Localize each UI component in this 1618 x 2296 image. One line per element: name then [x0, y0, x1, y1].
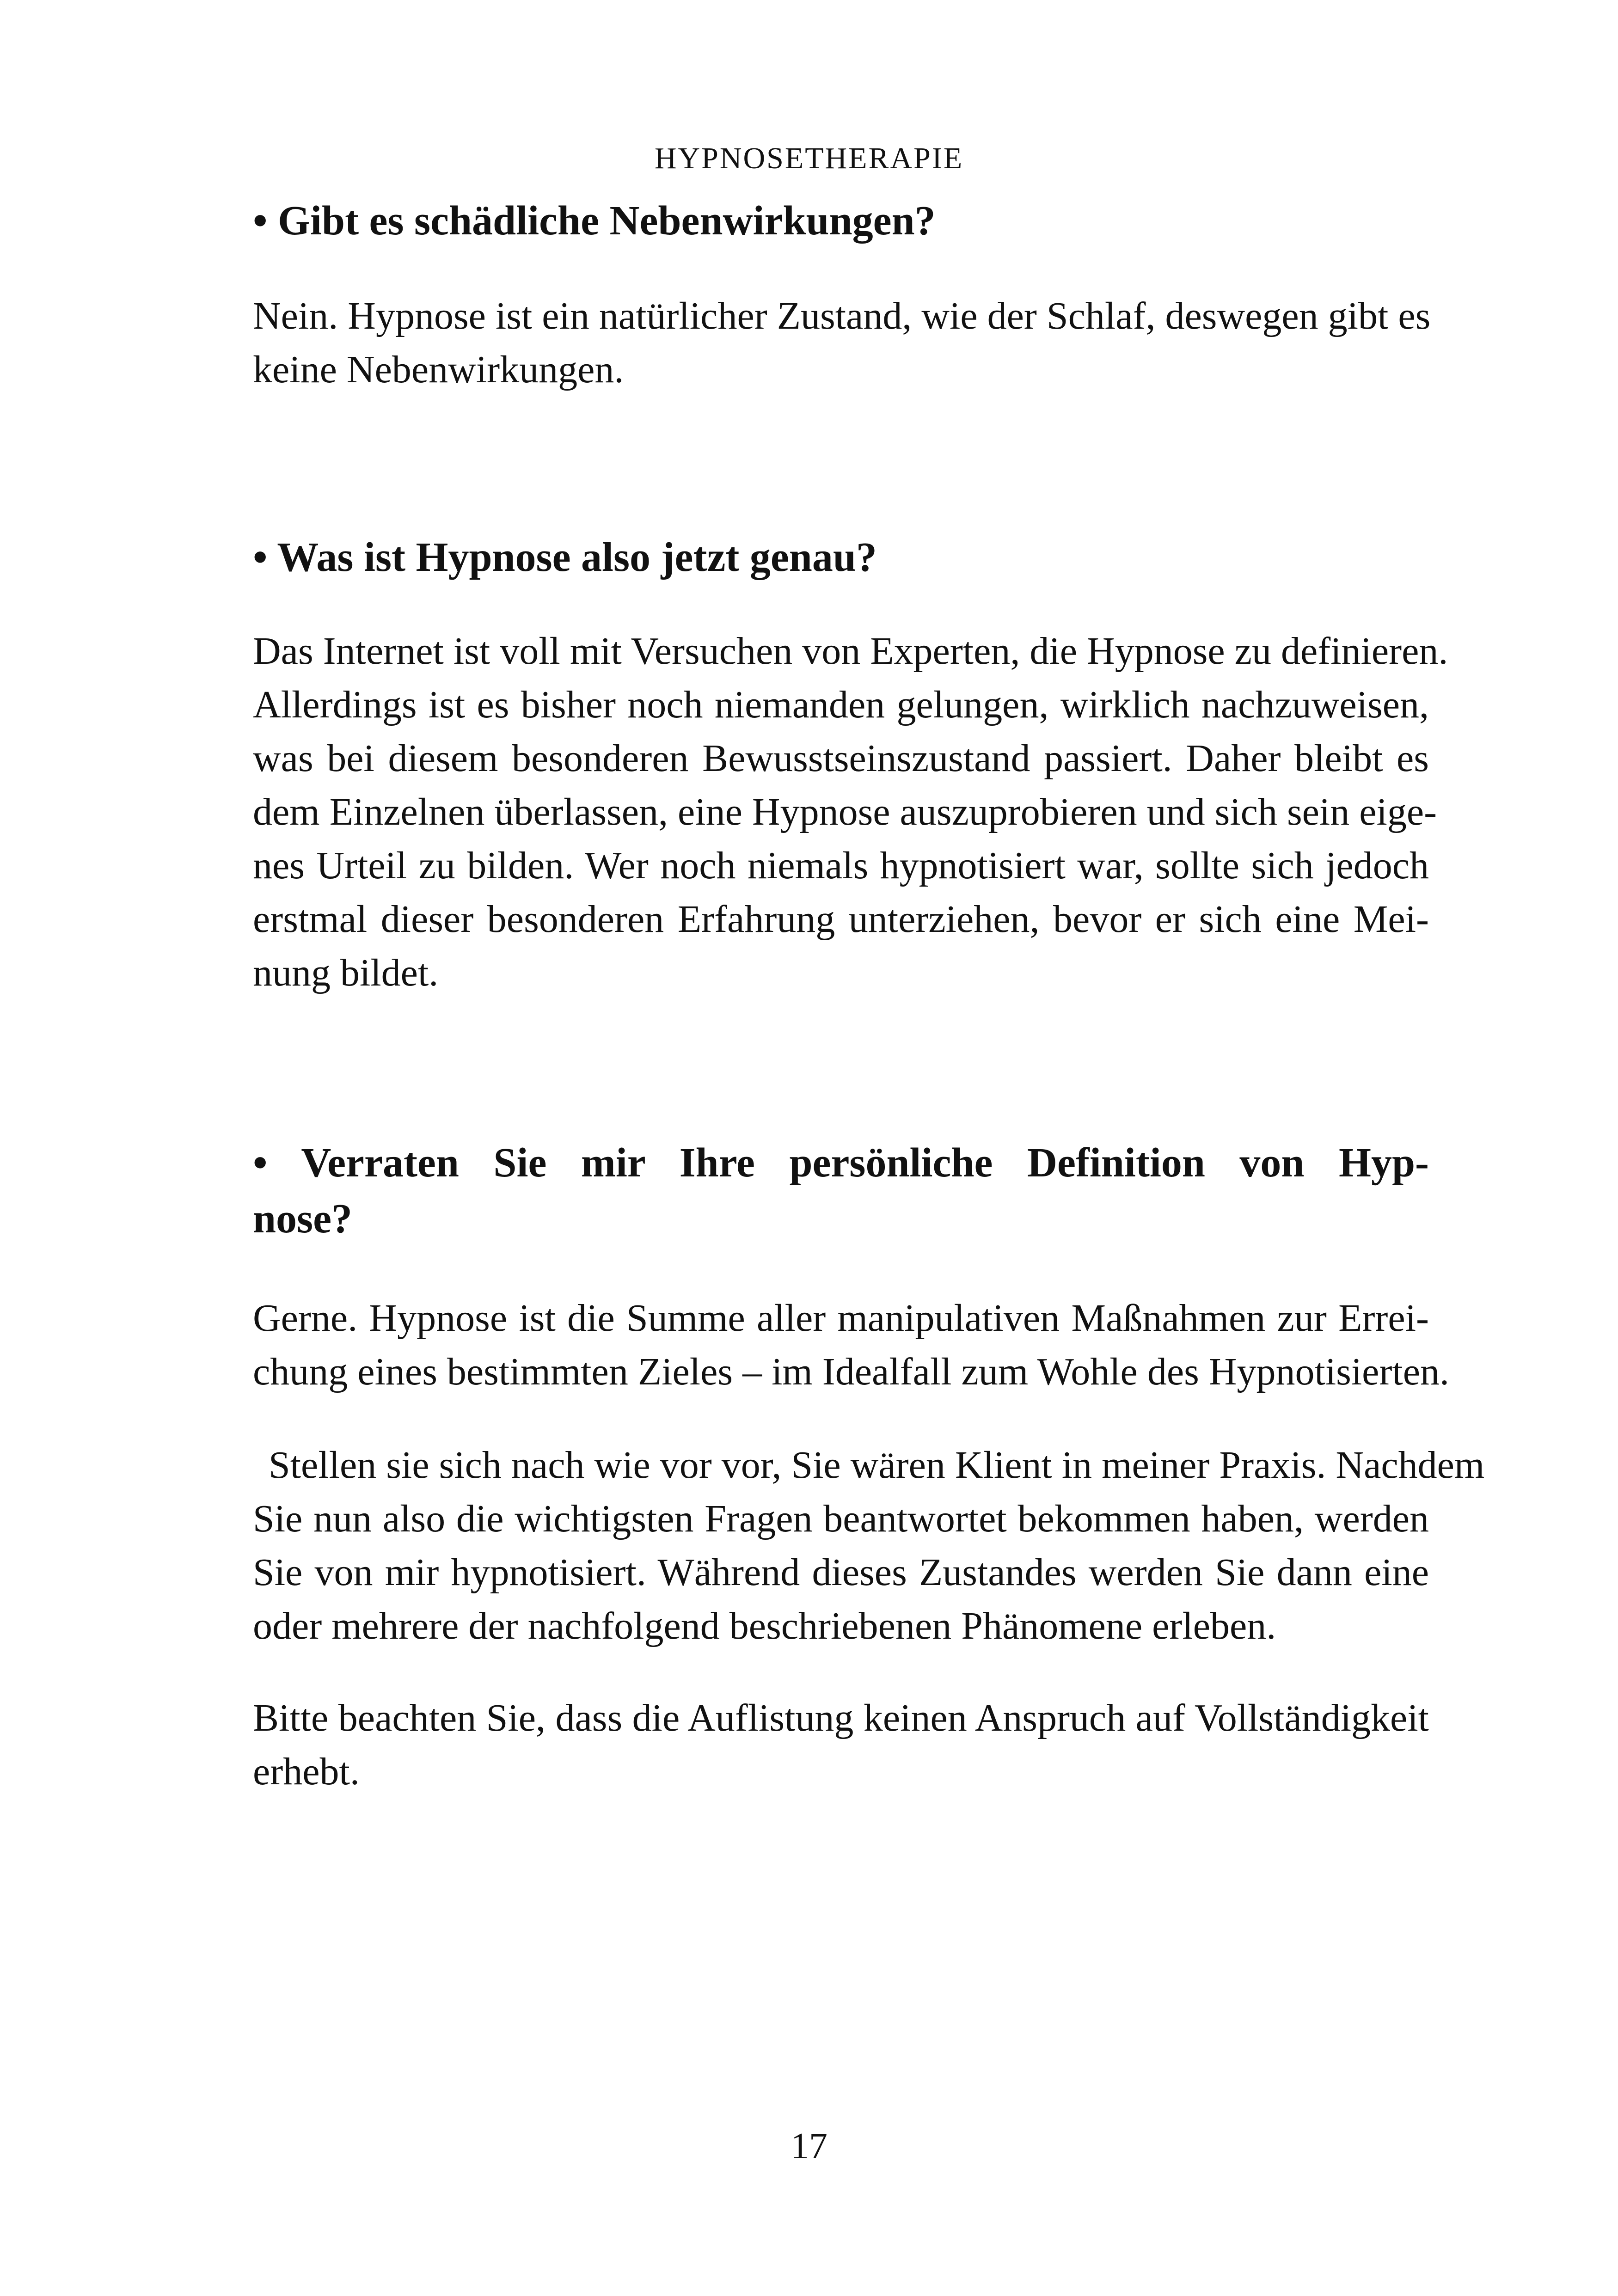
- paragraph-disclaimer: [253, 1691, 1429, 1799]
- answer-paragraph-what-is-hypnosis: [253, 625, 1448, 1000]
- text-line: Sie nun also die wichtigsten Fragen beantwortet bekommen haben, werden: [253, 1497, 1429, 1540]
- question-heading-personal-definition: [253, 1135, 1429, 1247]
- text-line: Sie von mir hypnotisiert. Während dieses Zustandes werden Sie dann eine: [253, 1551, 1429, 1594]
- page-number: 17: [791, 2126, 827, 2167]
- answer-paragraph-personal-definition: [253, 1292, 1450, 1399]
- running-header: HYPNOSETHERAPIE: [654, 141, 964, 175]
- heading-line: nose?: [253, 1196, 353, 1242]
- text-line: erhebt.: [253, 1750, 360, 1793]
- text-line: keine Nebenwirkungen.: [253, 348, 624, 391]
- text-line: oder mehrere der nachfolgend beschriebenen Phänomene erleben.: [253, 1604, 1276, 1647]
- text-line: Stellen sie sich nach wie vor vor, Sie wären Klient in meiner Praxis. Nachdem: [269, 1444, 1485, 1487]
- heading-line: • Verraten Sie mir Ihre persönliche Definition von Hyp-: [253, 1140, 1429, 1186]
- question-heading-what-is-hypnosis: [253, 529, 1429, 585]
- text-line: Das Internet ist voll mit Versuchen von Experten, die Hypnose zu definieren.: [253, 630, 1448, 673]
- text-line: Gerne. Hypnose ist die Summe aller manipulativen Maßnahmen zur Errei-: [253, 1297, 1429, 1340]
- heading-line: • Was ist Hypnose also jetzt genau?: [253, 534, 877, 580]
- text-line: erstmal dieser besonderen Erfahrung unterziehen, bevor er sich eine Mei-: [253, 898, 1429, 941]
- text-line: nung bildet.: [253, 951, 439, 994]
- text-line: chung eines bestimmten Zieles – im Idealfall zum Wohle des Hypnotisierten.: [253, 1350, 1450, 1393]
- text-line: Allerdings ist es bisher noch niemanden gelungen, wirklich nachzuweisen,: [253, 683, 1429, 726]
- text-line: was bei diesem besonderen Bewusstseinszustand passiert. Daher bleibt es: [253, 737, 1429, 780]
- paragraph-client-scenario: [253, 1439, 1485, 1653]
- question-heading-side-effects: [253, 193, 1429, 249]
- answer-paragraph-side-effects: [253, 289, 1429, 397]
- text-line: Nein. Hypnose ist ein natürlicher Zustand, wie der Schlaf, deswegen gibt es: [253, 294, 1431, 337]
- text-line: dem Einzelnen überlassen, eine Hypnose auszuprobieren und sich sein eige-: [253, 790, 1437, 833]
- heading-line: • Gibt es schädliche Nebenwirkungen?: [253, 198, 936, 244]
- text-line: Bitte beachten Sie, dass die Auflistung keinen Anspruch auf Vollständigkeit: [253, 1696, 1429, 1739]
- text-line: nes Urteil zu bilden. Wer noch niemals hypnotisiert war, sollte sich jedoch: [253, 844, 1429, 887]
